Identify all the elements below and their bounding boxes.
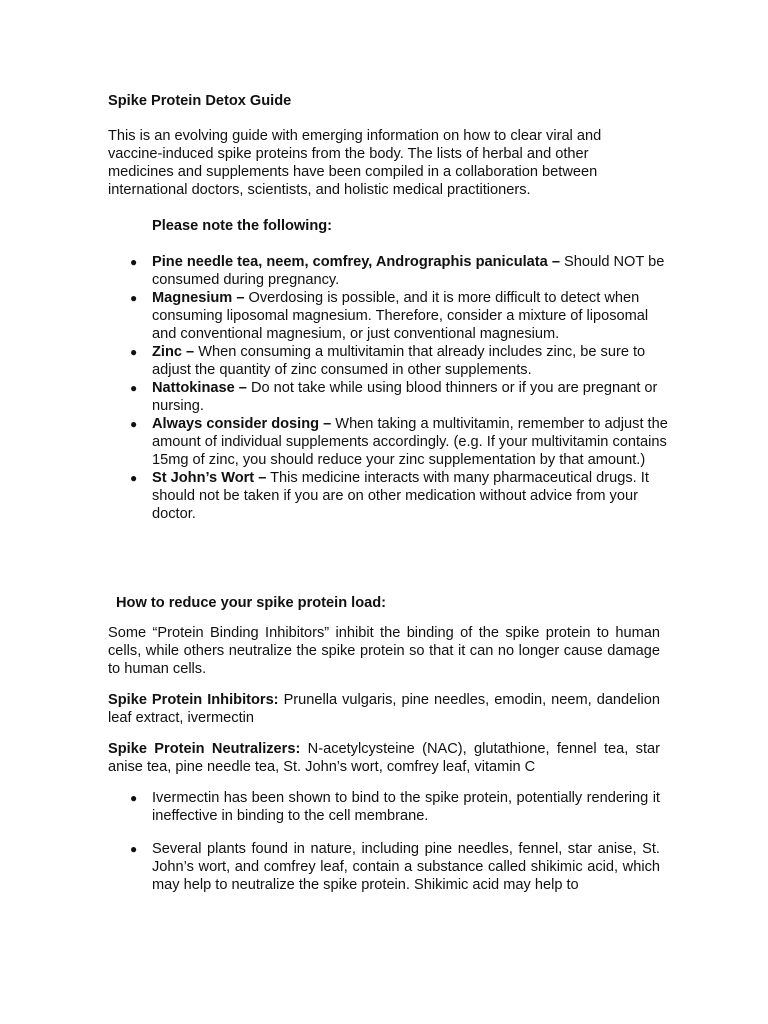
note-label: Zinc –	[152, 344, 195, 360]
neutralizers-label: Spike Protein Neutralizers:	[108, 741, 301, 757]
note-text: When consuming a multivitamin that already includes zinc, be sure to adjust the quantity of zinc consumed in other supplements.	[152, 344, 646, 378]
list-item	[108, 379, 668, 415]
list-item	[108, 415, 668, 469]
note-label: Magnesium –	[152, 290, 245, 306]
bottom-bullets-list	[108, 789, 660, 909]
intro-paragraph: This is an evolving guide with emerging information on how to clear viral and vaccine-induced spike proteins from the body. The lists of herbal and other medicines and supplements have been compiled in a collaboration between international doctors, scientists, and holistic medical practitioners.	[108, 128, 602, 198]
note-text: When taking a multivitamin, remember to adjust the amount of individual supplements accordingly. (e.g. If your multivitamin contains 15mg of zinc, you should reduce your zinc supplementation by that amount.)	[152, 416, 668, 468]
bullet-icon: ●	[130, 381, 138, 395]
notes-list	[108, 253, 668, 523]
note-label: Pine needle tea, neem, comfrey, Andrographis paniculata –	[152, 254, 560, 270]
list-item	[108, 343, 668, 379]
note-text: Should NOT be consumed during pregnancy.	[152, 254, 665, 288]
note-heading: Please note the following:	[152, 218, 333, 234]
list-item	[108, 253, 668, 289]
section-heading: How to reduce your spike protein load:	[116, 595, 387, 611]
neutralizers-text: N-acetylcysteine (NAC), glutathione, fennel tea, star anise tea, pine needle tea, St. John’s wort, comfrey leaf, vitamin C	[108, 741, 660, 775]
inhibitors-paragraph	[108, 691, 660, 727]
list-item	[108, 789, 660, 825]
binding-inhibitors-paragraph: Some “Protein Binding Inhibitors” inhibit the binding of the spike protein to human cells, while others neutralize the spike protein so that it can no longer cause damage to human cells.	[108, 625, 660, 677]
inhibitors-text: Prunella vulgaris, pine needles, emodin, neem, dandelion leaf extract, ivermectin	[108, 692, 660, 726]
note-label: St John’s Wort –	[152, 470, 267, 486]
list-item	[108, 289, 668, 343]
bullet-text: Several plants found in nature, including pine needles, fennel, star anise, St. John’s wort, and comfrey leaf, contain a substance called shikimic acid, which may help to neutralize the spike protein. Shikimic acid may help to	[152, 841, 660, 893]
note-text: Overdosing is possible, and it is more difficult to detect when consuming liposomal magnesium. Therefore, consider a mixture of liposomal and conventional magnesium, or just conventional magnesium.	[152, 290, 649, 342]
bullet-icon: ●	[130, 345, 138, 359]
bullet-icon: ●	[130, 291, 138, 305]
neutralizers-paragraph	[108, 740, 660, 776]
bullet-icon: ●	[130, 417, 138, 431]
document-title: Spike Protein Detox Guide	[108, 93, 292, 109]
note-text: Do not take while using blood thinners or if you are pregnant or nursing.	[152, 380, 658, 414]
bullet-icon: ●	[130, 791, 138, 805]
bullet-icon: ●	[130, 255, 138, 269]
note-label: Nattokinase –	[152, 380, 247, 396]
bullet-icon: ●	[130, 842, 138, 856]
note-text: This medicine interacts with many pharmaceutical drugs. It should not be taken if you are on other medication without advice from your doctor.	[152, 470, 649, 522]
list-item	[108, 469, 668, 523]
list-item	[108, 840, 660, 894]
note-label: Always consider dosing –	[152, 416, 332, 432]
inhibitors-label: Spike Protein Inhibitors:	[108, 692, 279, 708]
bullet-icon: ●	[130, 471, 138, 485]
bullet-text: Ivermectin has been shown to bind to the spike protein, potentially rendering it ineffective in binding to the cell membrane.	[152, 790, 660, 824]
